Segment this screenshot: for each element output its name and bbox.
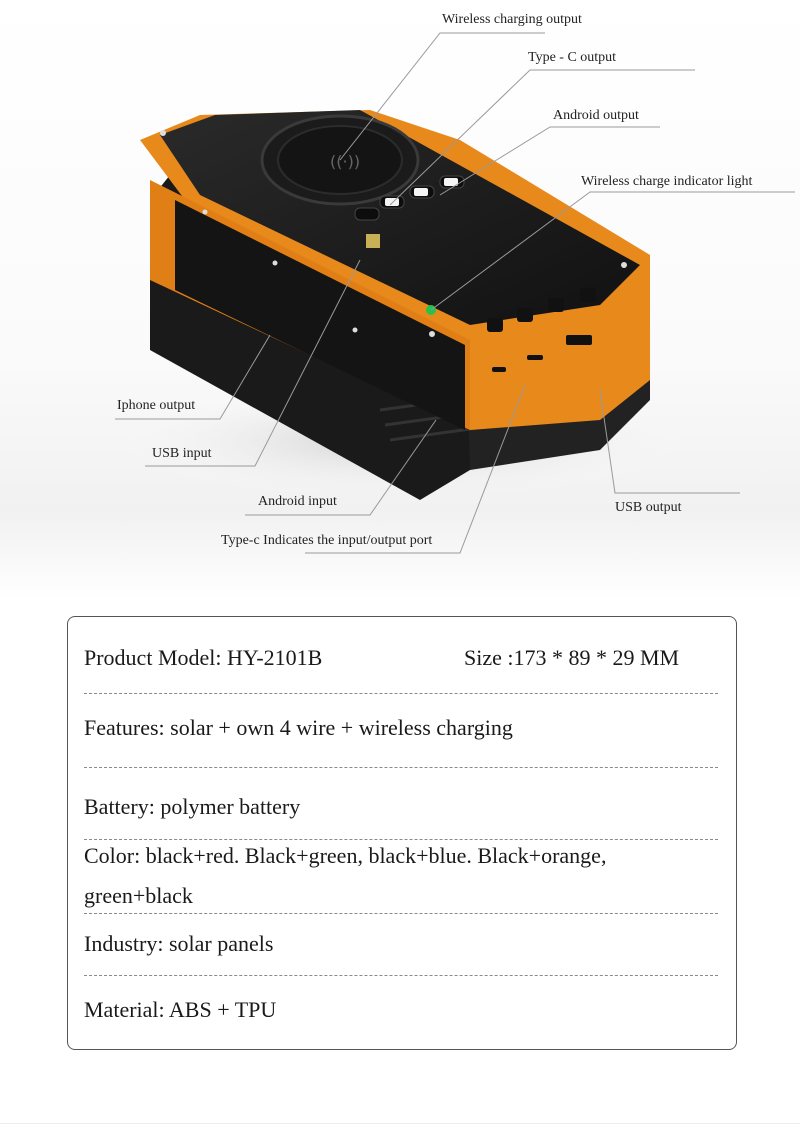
spec-model: Product Model: HY-2101B — [84, 645, 323, 670]
spec-battery: Battery: polymer battery — [84, 794, 301, 819]
callout-type-c-output: Type - C output — [528, 50, 617, 65]
callout-wireless-charge-indicator: Wireless charge indicator light — [581, 174, 753, 189]
callout-usb-input: USB input — [152, 446, 212, 461]
spec-size: Size :173 * 89 * 29 MM — [464, 645, 680, 670]
spec-color-line1: Color: black+red. Black+green, black+blue. Black+orange, — [84, 843, 607, 868]
spec-color-line2: green+black — [84, 883, 193, 908]
spec-features: Features: solar + own 4 wire + wireless charging — [84, 715, 513, 740]
spec-material: Material: ABS + TPU — [84, 997, 277, 1022]
spec-industry: Industry: solar panels — [84, 931, 274, 956]
divider — [84, 975, 718, 976]
divider — [84, 913, 718, 914]
callout-type-c-io-port: Type-c Indicates the input/output port — [221, 533, 433, 548]
footer-divider — [0, 1123, 800, 1124]
divider — [84, 767, 718, 768]
divider — [84, 693, 718, 694]
callout-android-output: Android output — [553, 108, 639, 123]
svg-text:((·)): ((·)) — [330, 152, 361, 171]
callout-android-input: Android input — [258, 494, 337, 509]
divider — [84, 839, 718, 840]
callout-iphone-output: Iphone output — [117, 398, 196, 413]
callout-wireless-charging-output: Wireless charging output — [442, 12, 582, 27]
spec-card — [67, 616, 737, 1050]
callout-usb-output: USB output — [615, 500, 682, 515]
